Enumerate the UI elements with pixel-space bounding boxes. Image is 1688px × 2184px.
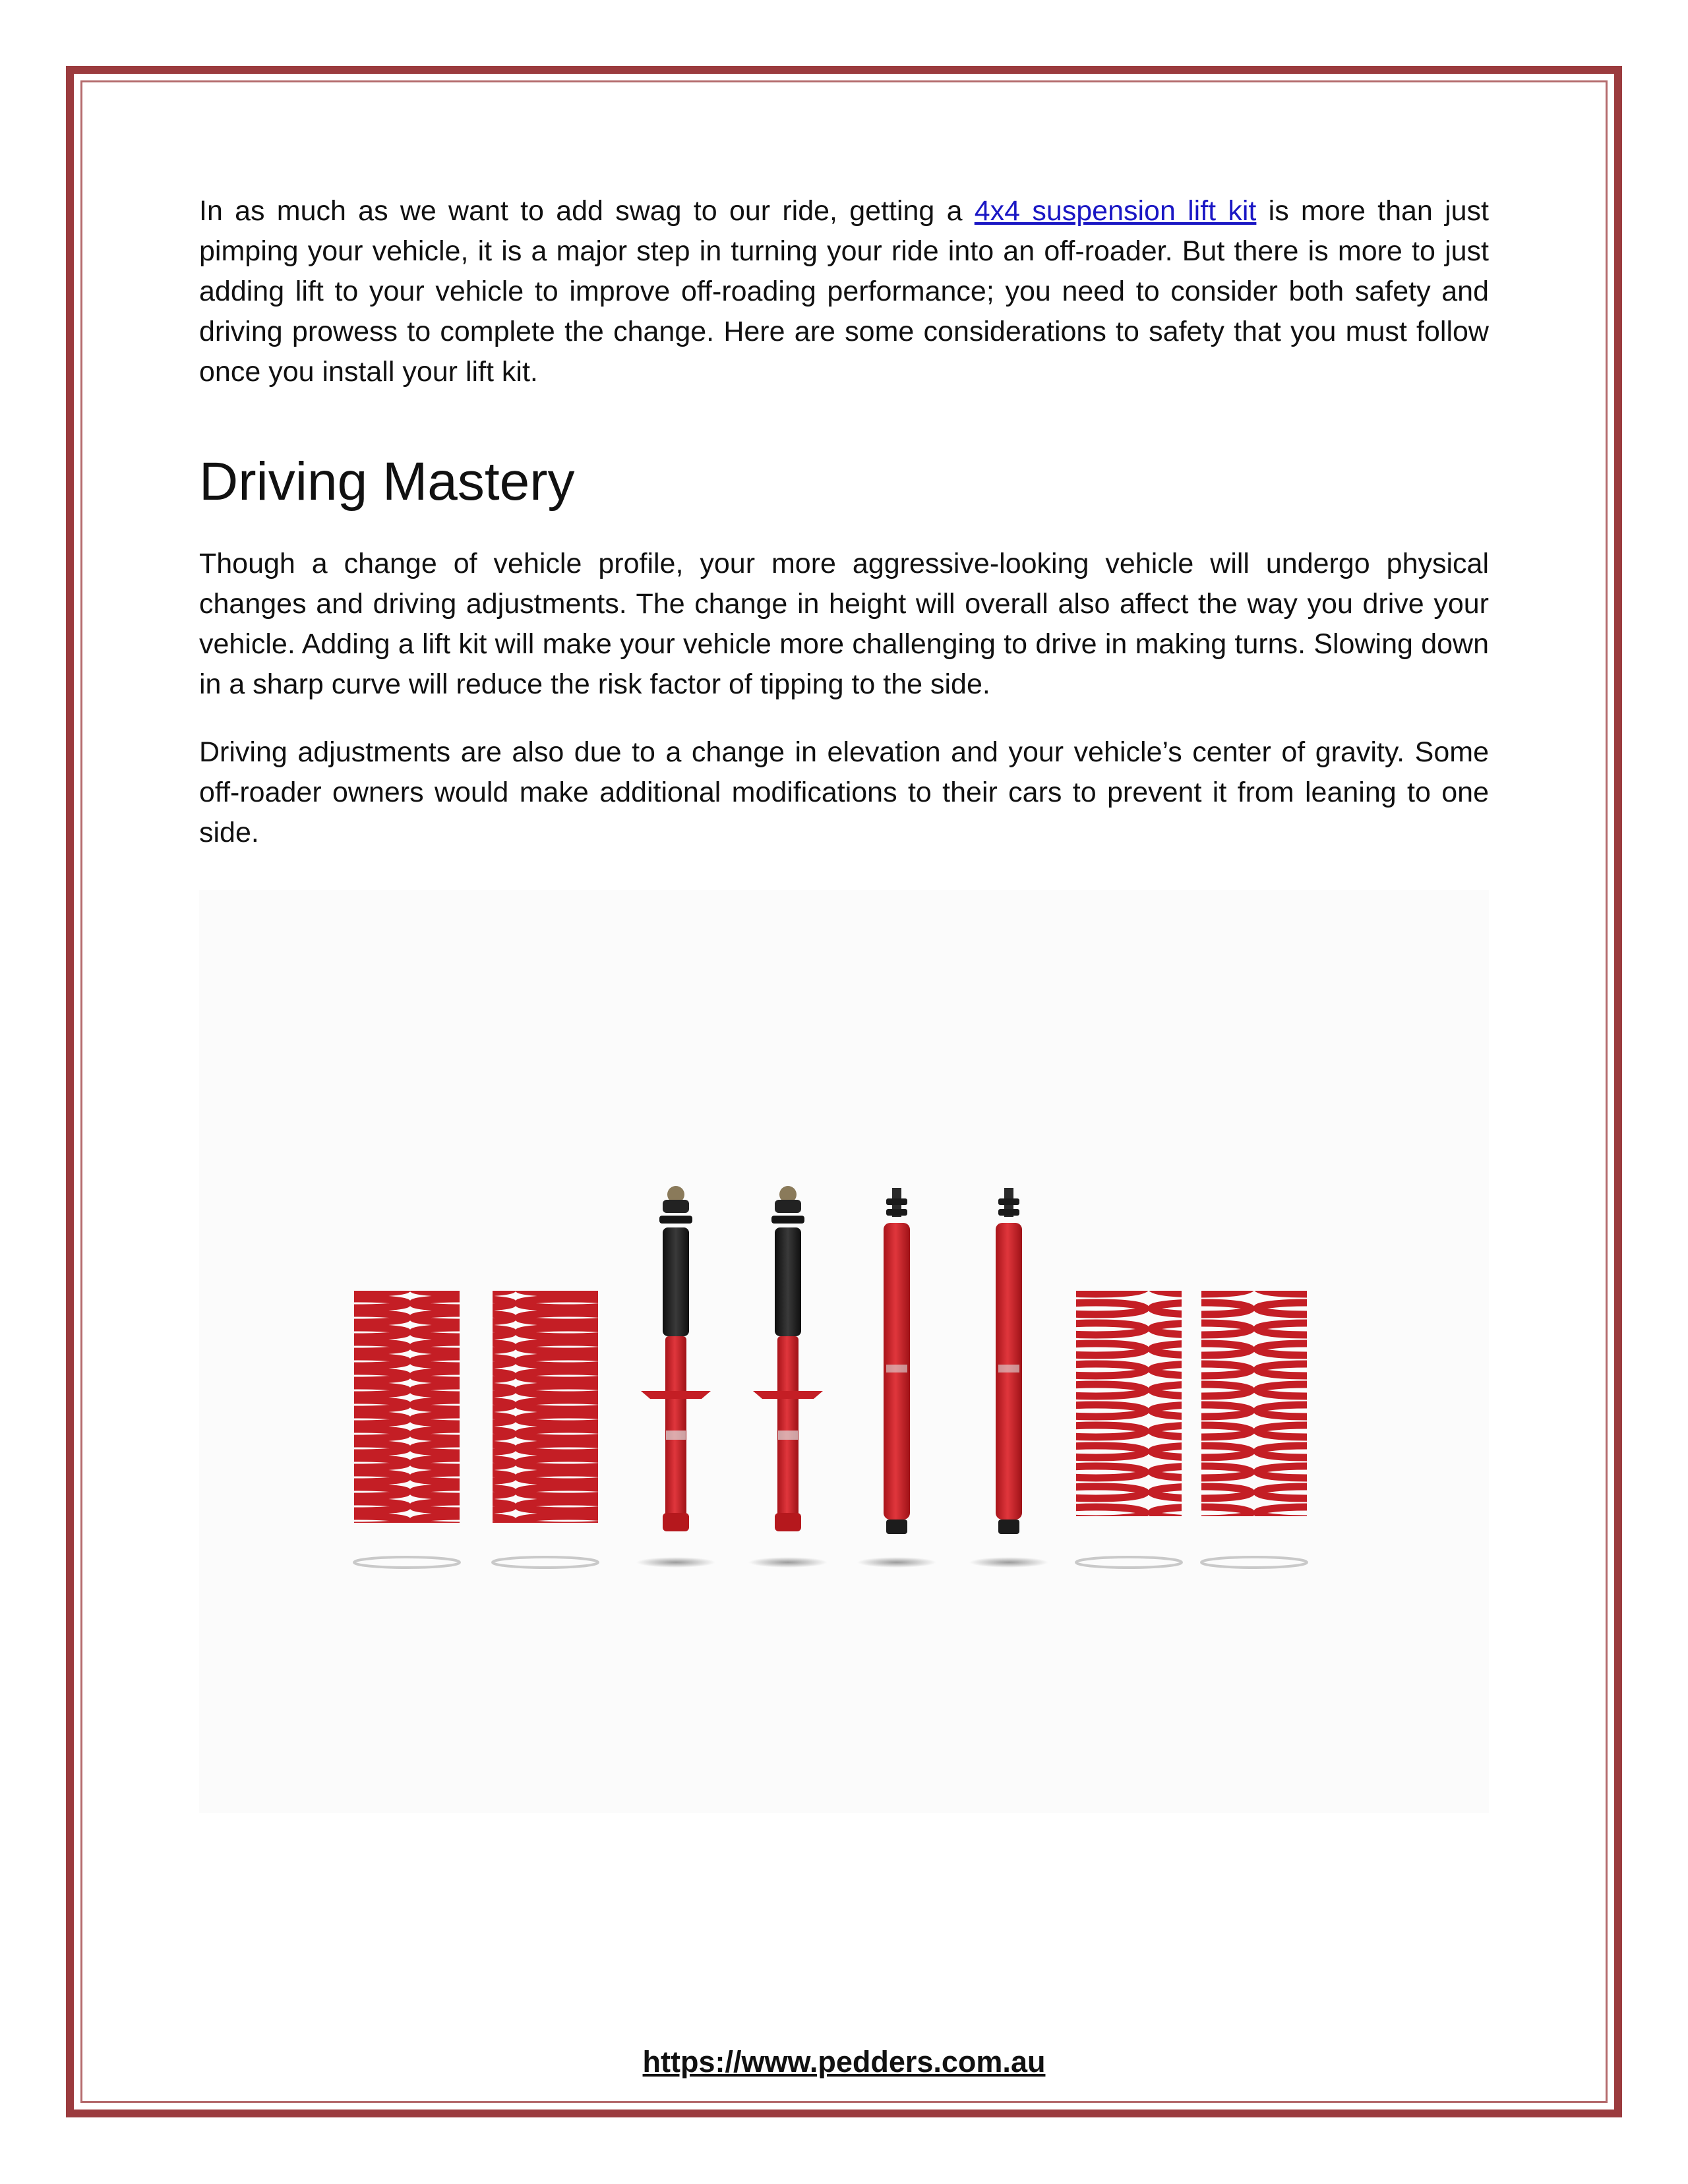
suspension-kit-image <box>199 890 1489 1813</box>
shock-absorber-red-2 <box>996 1188 1022 1534</box>
shock-shadow <box>748 1557 828 1568</box>
document-body <box>199 191 1489 853</box>
coil-spring-right-2 <box>1201 1291 1307 1516</box>
shock-shadow <box>636 1557 715 1568</box>
shock-shadow <box>969 1557 1048 1568</box>
spring-shadow <box>493 1557 598 1568</box>
coil-spring-left-1 <box>354 1291 460 1523</box>
shock-absorber-red-1 <box>884 1188 910 1534</box>
section-heading: Driving Mastery <box>199 452 575 512</box>
shock-shadow <box>857 1557 936 1568</box>
spring-shadow <box>354 1557 460 1568</box>
shock-absorber-boot-1 <box>641 1186 711 1531</box>
intro-text-start: In as much as we want to add swag to our ride, getting a <box>199 195 975 227</box>
footer-website-link[interactable]: https://www.pedders.com.au <box>642 2045 1046 2079</box>
floor-shadows <box>354 1557 1307 1568</box>
shock-absorber-boot-2 <box>753 1186 823 1531</box>
suspension-lift-kit-link[interactable]: 4x4 suspension lift kit <box>974 195 1257 227</box>
intro-paragraph <box>199 191 1489 392</box>
body-paragraph-1: Though a change of vehicle profile, your more aggressive-looking vehicle will undergo physical changes and driving adjustments. The change in height will overall also affect the way you drive your vehicle. Adding a lift kit will make your vehicle more challenging to drive in making turns. Slowing down in a sharp curve will reduce the risk factor of tipping to the side. <box>199 548 1489 700</box>
suspension-kit-illustration <box>199 890 1489 1813</box>
spring-shadow <box>1201 1557 1307 1568</box>
intro-text-end: is more than just pimping your vehicle, it is a major step in turning your ride into an off-roader. But there is more to just adding lift to your vehicle to improve off-roading performance; you need to consider both safety and driving prowess to complete the change. Here are some considerations to safety that you must follow once you install your lift kit. <box>199 195 1490 388</box>
body-paragraph-2: Driving adjustments are also due to a change in elevation and your vehicle’s center of gravity. Some off-roader owners would make additional modifications to their cars to prevent it from leaning to one side. <box>199 736 1489 848</box>
coil-spring-left-2 <box>493 1291 598 1523</box>
spring-shadow <box>1076 1557 1182 1568</box>
coil-spring-right-1 <box>1076 1291 1182 1516</box>
